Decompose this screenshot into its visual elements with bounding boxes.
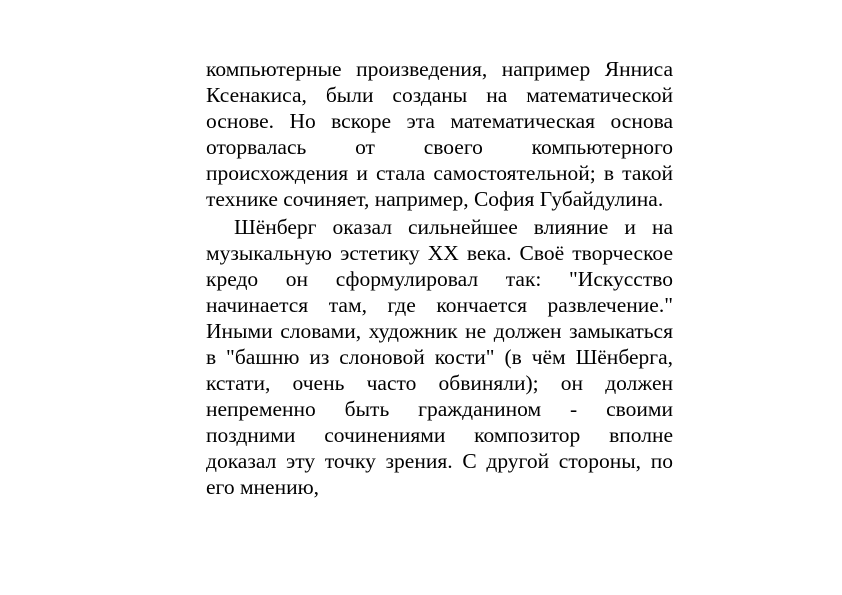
paragraph-schoenberg: Шёнберг оказал сильнейшее влияние и на музыкальную эстетику XX века. Своё творческое кредо он сформулировал так: "Искусство начинается там, где кончается развлечение." Иными словами, художник не должен замыкаться в "башню из слоновой кости" (в чём Шёнберга, кстати, очень часто обвиняли); он должен непременно быть гражданином - своими поздними сочинениями композитор вполне доказал эту точку зрения. С другой стороны, по его мнению,	[206, 215, 673, 499]
text-column	[206, 56, 673, 500]
paragraph-continuation: компьютерные произведения, например Янниса Ксенакиса, были созданы на математической основе. Но вскоре эта математическая основа оторвалась от своего компьютерного происхождения и стала самостоятельной; в такой технике сочиняет, например, София Губайдулина.	[206, 57, 673, 211]
